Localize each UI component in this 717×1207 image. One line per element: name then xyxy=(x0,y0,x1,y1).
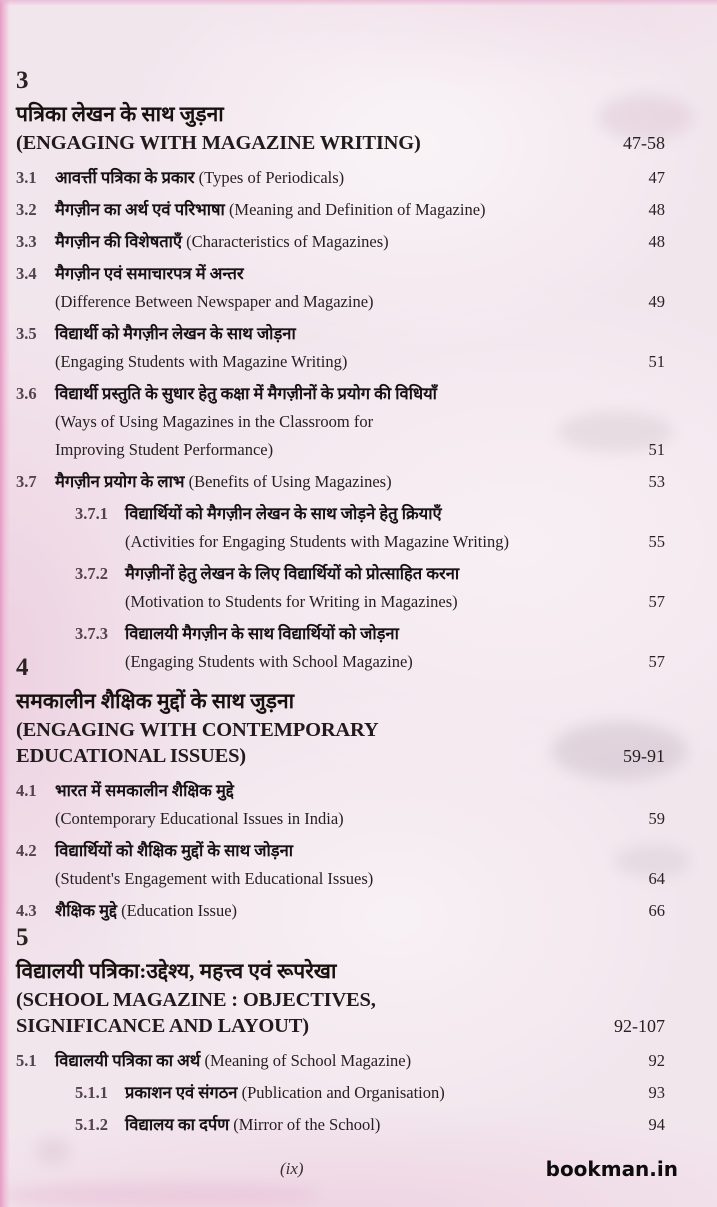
chapter-title-english-text: EDUCATIONAL ISSUES) xyxy=(16,745,246,767)
chapter-section-3 xyxy=(16,66,665,676)
chapter-title-english-line xyxy=(16,717,665,743)
toc-entry xyxy=(16,897,665,925)
toc-entry-line xyxy=(16,1079,665,1107)
chapter-title-english-line xyxy=(16,1013,665,1039)
toc-entry-line xyxy=(16,588,665,616)
toc-entry-text: मैगज़ीन प्रयोग के लाभ (Benefits of Using Magazines) xyxy=(55,472,392,491)
bookman-watermark: bookman.in xyxy=(545,1157,678,1181)
toc-entry-page: 48 xyxy=(648,200,665,219)
toc-entry xyxy=(16,196,665,224)
chapter-entries xyxy=(16,164,665,676)
toc-entry xyxy=(16,1111,665,1139)
toc-entry-number: 5.1.1 xyxy=(75,1083,108,1102)
toc-entry-line xyxy=(16,228,665,256)
toc-entry xyxy=(16,777,665,833)
toc-entry-text: (Engaging Students with Magazine Writing) xyxy=(55,352,348,371)
toc-entry-page: 47 xyxy=(648,168,665,187)
toc-entry-number: 3.2 xyxy=(16,200,37,219)
chapter-entries xyxy=(16,1047,665,1139)
toc-entry-text: मैगज़ीनों हेतु लेखन के लिए विद्यार्थियों को प्रोत्साहित करना xyxy=(125,564,460,583)
toc-entry-line xyxy=(16,1047,665,1075)
toc-entry-text: विद्यार्थी को मैगज़ीन लेखन के साथ जोड़ना xyxy=(55,324,296,343)
chapter-page-range: 92-107 xyxy=(614,1016,665,1036)
chapter-title-english-text: SIGNIFICANCE AND LAYOUT) xyxy=(16,1015,309,1037)
toc-entry-page: 51 xyxy=(648,440,665,459)
chapter-title-hindi: विद्यालयी पत्रिका:उद्देश्य, महत्त्व एवं रूपरेखा xyxy=(16,959,337,983)
toc-entry-page: 93 xyxy=(648,1083,665,1102)
page-binding-edge xyxy=(0,0,10,1207)
toc-entry-text: (Motivation to Students for Writing in Magazines) xyxy=(125,592,458,611)
toc-entry-text: शैक्षिक मुद्दे (Education Issue) xyxy=(55,901,238,920)
toc-entry-page: 66 xyxy=(648,901,665,920)
toc-entry-page: 57 xyxy=(648,652,665,671)
toc-entry-line xyxy=(16,897,665,925)
toc-entry-line xyxy=(16,528,665,556)
toc-entry-text: विद्यार्थियों को मैगज़ीन लेखन के साथ जोड़ने हेतु क्रियाएँ xyxy=(125,504,442,523)
table-of-contents xyxy=(16,0,665,1207)
toc-entry-number: 3.3 xyxy=(16,232,37,251)
toc-entry-number: 3.7.3 xyxy=(75,624,108,643)
toc-entry-number: 4.3 xyxy=(16,901,37,920)
toc-entry-number: 3.6 xyxy=(16,384,37,403)
toc-entry xyxy=(16,380,665,464)
toc-entry-number: 4.2 xyxy=(16,841,37,860)
toc-entry-line xyxy=(16,408,665,436)
page-footer xyxy=(16,1152,678,1186)
toc-entry-page: 55 xyxy=(648,532,665,551)
chapter-title-english-text: (ENGAGING WITH CONTEMPORARY xyxy=(16,719,379,741)
toc-entry-text: (Ways of Using Magazines in the Classroom for xyxy=(55,412,374,431)
toc-entry-page: 48 xyxy=(648,232,665,251)
toc-entry-number: 3.7.2 xyxy=(75,564,108,583)
toc-entry xyxy=(16,500,665,556)
toc-entry xyxy=(16,260,665,316)
toc-entry-page: 59 xyxy=(648,809,665,828)
toc-entry-line xyxy=(16,260,665,288)
chapter-title-english-text: (SCHOOL MAGAZINE : OBJECTIVES, xyxy=(16,989,376,1011)
toc-entry xyxy=(16,560,665,616)
toc-entry-text: (Student's Engagement with Educational Issues) xyxy=(55,869,374,888)
toc-entry-text: विद्यालय का दर्पण (Mirror of the School) xyxy=(125,1115,381,1134)
toc-entry-text: विद्यार्थियों को शैक्षिक मुद्दों के साथ जोड़ना xyxy=(55,841,294,860)
toc-entry xyxy=(16,164,665,192)
toc-entry-text: (Difference Between Newspaper and Magazine) xyxy=(55,292,374,311)
toc-entry-line xyxy=(16,1111,665,1139)
toc-entry xyxy=(16,320,665,376)
chapter-page-range: 47-58 xyxy=(623,133,665,153)
chapter-number: 3 xyxy=(16,67,29,94)
toc-entry-line xyxy=(16,436,665,464)
toc-entry-number: 4.1 xyxy=(16,781,37,800)
page-number-roman: (ix) xyxy=(280,1159,304,1178)
toc-entry-number: 3.7.1 xyxy=(75,504,108,523)
toc-entry-page: 64 xyxy=(648,869,665,888)
toc-entry-number: 3.5 xyxy=(16,324,37,343)
toc-entry-text: (Activities for Engaging Students with Magazine Writing) xyxy=(125,532,509,551)
chapter-section-5 xyxy=(16,923,665,1139)
toc-entry-page: 92 xyxy=(648,1051,665,1070)
toc-entry-line xyxy=(16,380,665,408)
toc-entry-number: 5.1.2 xyxy=(75,1115,108,1134)
chapter-title-english-line xyxy=(16,743,665,769)
chapter-title-english-text: (ENGAGING WITH MAGAZINE WRITING) xyxy=(16,132,421,154)
toc-entry-line xyxy=(16,288,665,316)
toc-entry-number: 3.4 xyxy=(16,264,37,283)
toc-entry-text: विद्यालयी मैगज़ीन के साथ विद्यार्थियों को जोड़ना xyxy=(125,624,399,643)
toc-entry-page: 51 xyxy=(648,352,665,371)
toc-entry-page: 94 xyxy=(648,1115,665,1134)
toc-entry-text: (Contemporary Educational Issues in India) xyxy=(55,809,344,828)
toc-entry-text: मैगज़ीन का अर्थ एवं परिभाषा (Meaning and Definition of Magazine) xyxy=(55,200,486,219)
chapter-section-4 xyxy=(16,653,665,925)
toc-entry-text: मैगज़ीन एवं समाचारपत्र में अन्तर xyxy=(55,264,244,283)
toc-entry-number: 5.1 xyxy=(16,1051,37,1070)
toc-entry-number: 3.1 xyxy=(16,168,37,187)
toc-entry-line xyxy=(16,500,665,528)
toc-entry xyxy=(16,1047,665,1075)
toc-entry-line xyxy=(16,777,665,805)
toc-entry-text: आवर्त्ती पत्रिका के प्रकार (Types of Periodicals) xyxy=(55,168,345,187)
toc-entry-line xyxy=(16,560,665,588)
chapter-entries xyxy=(16,777,665,925)
toc-entry-text: Improving Student Performance) xyxy=(55,440,274,459)
toc-entry-page: 49 xyxy=(648,292,665,311)
toc-entry-line xyxy=(16,805,665,833)
toc-entry-line xyxy=(16,320,665,348)
toc-entry-text: मैगज़ीन की विशेषताएँ (Characteristics of Magazines) xyxy=(55,232,389,251)
toc-entry xyxy=(16,228,665,256)
chapter-title-english-line xyxy=(16,130,665,156)
toc-entry-text: विद्यार्थी प्रस्तुति के सुधार हेतु कक्षा में मैगज़ीनों के प्रयोग की विधियाँ xyxy=(55,384,437,403)
toc-entry-text: (Engaging Students with School Magazine) xyxy=(125,652,413,671)
toc-entry-line xyxy=(16,837,665,865)
chapter-title-hindi: पत्रिका लेखन के साथ जुड़ना xyxy=(16,102,224,126)
chapter-number: 5 xyxy=(16,924,29,951)
toc-entry-line xyxy=(16,196,665,224)
toc-entry xyxy=(16,837,665,893)
toc-entry-line xyxy=(16,348,665,376)
toc-entry xyxy=(16,1079,665,1107)
toc-entry-number: 3.7 xyxy=(16,472,37,491)
toc-entry xyxy=(16,468,665,496)
chapter-page-range: 59-91 xyxy=(623,746,665,766)
chapter-number: 4 xyxy=(16,654,29,681)
toc-entry-text: प्रकाशन एवं संगठन (Publication and Organisation) xyxy=(125,1083,445,1102)
toc-entry-line xyxy=(16,620,665,648)
toc-entry-line xyxy=(16,164,665,192)
toc-entry-text: विद्यालयी पत्रिका का अर्थ (Meaning of School Magazine) xyxy=(55,1051,412,1070)
toc-entry-page: 57 xyxy=(648,592,665,611)
chapter-title-english-line xyxy=(16,987,665,1013)
toc-entry-line xyxy=(16,468,665,496)
toc-entry-text: भारत में समकालीन शैक्षिक मुद्दे xyxy=(55,781,234,800)
toc-entry-page: 53 xyxy=(648,472,665,491)
toc-entry-line xyxy=(16,865,665,893)
chapter-title-hindi: समकालीन शैक्षिक मुद्दों के साथ जुड़ना xyxy=(16,689,295,713)
